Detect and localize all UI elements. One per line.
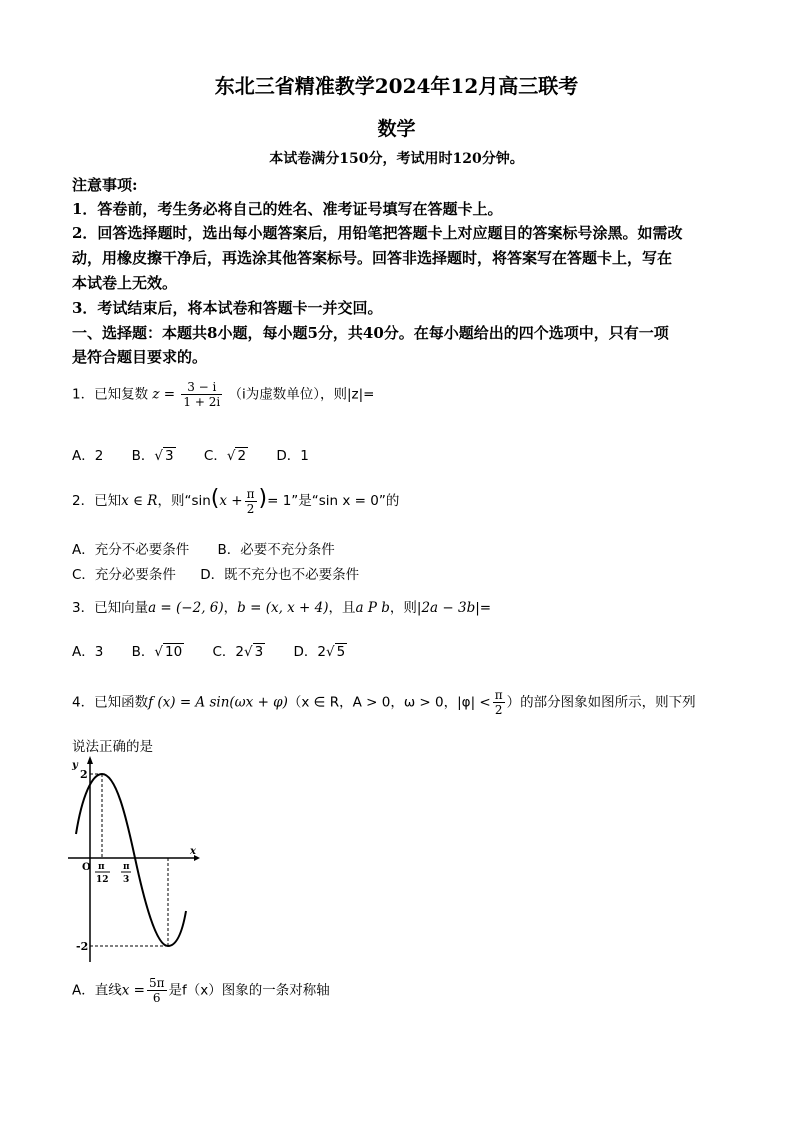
section1-line2: 是符合题目要求的。 — [72, 348, 208, 366]
q4-func: f (x) = A sin(ωx + φ) — [148, 694, 288, 711]
q2-mid1: ，则“sin — [157, 493, 211, 509]
q1-option-c-sqrt: √ 2 — [226, 448, 247, 464]
q2-cond: x ∈ R — [121, 493, 158, 509]
q1-frac-num: 3 − i — [181, 380, 222, 395]
q3-option-c-sqrt: √ 3 — [244, 644, 264, 660]
q1-fraction — [181, 380, 222, 409]
q4-cond: （x ∈ R，A > 0，ω > 0，|φ| < — [287, 694, 491, 711]
question-2: 2．已知x ∈ R，则“sin(x + $\frac{\pi}{2}$ )= 1”是“sin x = 0”的 — [72, 486, 400, 516]
tick-den-12: 12 — [96, 875, 109, 885]
q2-fraction: $\frac{\pi}{2}$ — [246, 486, 255, 516]
q4-fraction: $\frac{\pi}{2}$ — [494, 688, 503, 717]
instruction-2-line1: 2．回答选择题时，选出每小题答案后，用铅笔把答题卡上对应题目的答案标号涂黑。如需改 — [72, 224, 683, 242]
q3-expr: 2a − 3b — [421, 600, 476, 616]
q1-prefix: 1．已知复数 — [72, 386, 149, 403]
q3-option-d-sqrt: √ 5 — [325, 644, 346, 660]
q1-z-eq: z = — [152, 386, 176, 403]
q4-option-a-suffix: 是f（x）图象的一条对称轴 — [168, 982, 330, 999]
q1-options — [72, 444, 309, 464]
q4-suffix: ）的部分图象如图所示，则下列 — [506, 694, 696, 711]
q3-option-b: B． — [131, 644, 155, 660]
q4-line2: 说法正确的是 — [72, 739, 153, 755]
q3-options — [72, 640, 347, 660]
q1-frac-den: 1 + 2i — [183, 395, 221, 409]
q1-option-b-sqrt: √ 3 — [154, 448, 174, 464]
q1-option-a: A．2 — [72, 448, 104, 464]
q2-option-c: C．充分必要条件 — [72, 567, 176, 583]
tick-pi-num-2: π — [123, 862, 130, 872]
q3-option-a: A．3 — [72, 644, 104, 660]
section1-line1: 一、选择题：本题共8小题，每小题5分，共40分。在每小题给出的四个选项中，只有一项 — [72, 324, 669, 342]
subject-heading: 数学 — [377, 118, 416, 140]
q3-option-d: D．2 — [293, 644, 326, 660]
q2-mid2: = 1”是“sin x = 0”的 — [267, 493, 400, 509]
tick-pi-num-1: π — [98, 862, 105, 872]
q3-suffix-pre: ，则| — [389, 600, 422, 616]
origin-label: O — [82, 862, 91, 873]
q4-sine-graph — [68, 756, 200, 964]
question-1 — [72, 380, 375, 409]
q4-prefix: 4．已知函数 — [72, 694, 149, 711]
q3-option-b-sqrt: √ 10 — [154, 644, 183, 660]
sine-curve — [76, 774, 186, 946]
q2-option-a: A．充分不必要条件 — [72, 542, 190, 558]
exam-title: 东北三省精准教学2024年12月高三联考 — [214, 74, 579, 98]
instruction-2-line3: 本试卷上无效。 — [72, 274, 178, 292]
label-two: 2 — [80, 768, 88, 781]
label-neg-two: -2 — [76, 940, 89, 953]
q2-inner: x + — [219, 493, 243, 509]
y-label: y — [72, 760, 78, 771]
q4-option-a-prefix: A．直线 — [72, 982, 122, 999]
q1-option-d: D．1 — [276, 448, 309, 464]
q2-option-b: B．必要不充分条件 — [217, 542, 335, 558]
instruction-3: 3．考试结束后，将本试卷和答题卡一并交回。 — [72, 299, 383, 317]
instruction-1: 1．答卷前，考生务必将自己的姓名、准考证号填写在答题卡上。 — [72, 200, 503, 218]
q1-option-c: C． — [203, 448, 227, 464]
instruction-2-line2: 动，用橡皮擦干净后，再选涂其他答案标号。回答非选择题时，将答案写在答题卡上，写在 — [72, 249, 673, 267]
q1-option-b: B． — [131, 448, 155, 464]
y-axis-arrow — [87, 756, 93, 764]
q1-suffix: （i为虚数单位），则|z|= — [228, 386, 375, 403]
x-label: x — [190, 846, 196, 857]
q2-option-d: D．既不充分也不必要条件 — [200, 567, 360, 583]
q3-option-c: C．2 — [212, 644, 244, 660]
q3-parallel: a P b — [355, 600, 390, 616]
q2-prefix: 2．已知 — [72, 493, 122, 509]
q3-mid: ，且 — [328, 600, 356, 616]
q4-option-a — [72, 976, 330, 1005]
q2-options-row1 — [72, 538, 335, 558]
instructions-heading: 注意事项: — [72, 176, 138, 194]
q2-options-row2 — [72, 563, 359, 583]
q3-b-def: b = (x, x + 4) — [237, 600, 329, 616]
q3-prefix: 3．已知向量 — [72, 600, 149, 616]
question-3: 3．已知向量a = (−2, 6)，b = (x, x + 4)，且a P b，则|2a − 3b|= — [72, 600, 492, 616]
exam-note: 本试卷满分150分，考试用时120分钟。 — [269, 151, 524, 167]
q3-suffix: |= — [475, 600, 492, 616]
question-4 — [72, 688, 696, 717]
q3-a-def: a = (−2, 6) — [148, 600, 224, 616]
q4-option-a-x: x = — [121, 982, 145, 999]
q4-option-a-fraction: $\frac{5\pi}{6}$ — [148, 976, 165, 1005]
tick-den-3: 3 — [123, 875, 130, 885]
